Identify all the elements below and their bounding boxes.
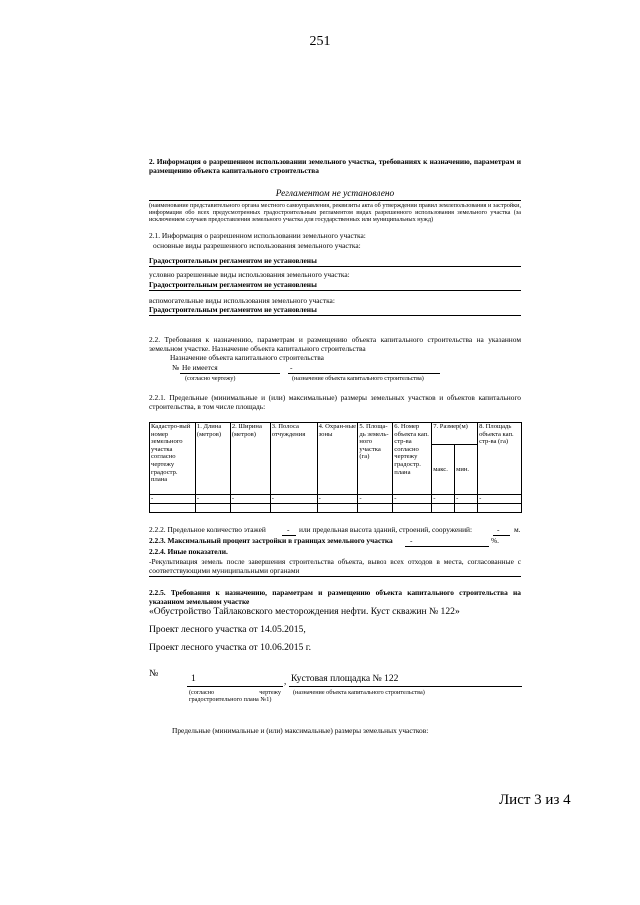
conditional-rule: [149, 290, 521, 291]
building-percent-rule: [405, 546, 489, 547]
section-2-2-2-label: 2.2.2. Предельное количество этажей: [149, 525, 266, 534]
purpose-caption-right: (назначение объекта капитального строительства): [292, 375, 424, 382]
section-2-2-4-rule: [149, 576, 521, 577]
table-cell: -: [150, 495, 196, 504]
auxiliary-value: Градостроительным регламентом не установлены: [149, 305, 317, 314]
header-width: 2. Ширина (метров): [230, 423, 270, 495]
purpose-caption-left: (согласно чертежу): [185, 375, 236, 382]
table-cell: -: [230, 495, 270, 504]
section-2-2-text: 2.2. Требования к назначению, параметрам и размещению объекта капитального строительства на указанном земельном участке. Назначение объекта капитального строительства: [149, 335, 521, 353]
object-no-value: 1: [191, 673, 196, 684]
header-alienation-strip: 3. Полоса отчуждения: [270, 423, 317, 495]
purpose-no-value: Не имеется: [182, 363, 218, 372]
section-2-2-5-heading: 2.2.5. Требования к назначению, параметрам и размещению объекта капитального строительства на указанном земельном участке: [149, 588, 521, 606]
page-number: 251: [309, 34, 331, 49]
header-object-area: 8. Площадь объекта кап. стр-ва (га): [478, 423, 522, 495]
header-length: 1. Длина (метров): [195, 423, 230, 495]
object-purpose-value: Кустовая площадка № 122: [291, 673, 399, 684]
section-2-2-1-text: 2.2.1. Предельные (минимальные и (или) максимальные) размеры земельных участков и объектов капитального строительства, в том числе площадь:: [149, 393, 521, 411]
object-no-label: №: [149, 668, 159, 679]
main-types-label: основные виды разрешенного использования земельного участка:: [153, 241, 361, 250]
table-cell: -: [358, 495, 393, 504]
main-types-rule: [149, 266, 521, 267]
forest-project-2: Проект лесного участка от 10.06.2015 г.: [149, 642, 311, 653]
object-no-rule: [187, 686, 283, 687]
table-cell: -: [270, 495, 317, 504]
table-cell: -: [317, 495, 358, 504]
purpose-dash: -: [290, 363, 293, 372]
table-cell: -: [393, 495, 432, 504]
purpose-label: Назначение объекта капитального строительства: [170, 353, 324, 362]
conditional-value: Градостроительным регламентом не установлены: [149, 280, 317, 289]
table-row-empty: [150, 504, 522, 513]
height-label: или предельная высота зданий, строений, сооружений:: [299, 525, 473, 534]
purpose-no-label: №: [172, 363, 180, 372]
height-unit: м.: [514, 525, 521, 534]
table-cell: -: [478, 495, 522, 504]
forest-project-1: Проект лесного участка от 14.05.2015,: [149, 624, 306, 635]
table-header-row: [150, 423, 522, 445]
limits-table: [149, 422, 522, 513]
building-percent-value: -: [410, 536, 413, 545]
object-purpose-rule: [289, 686, 522, 687]
table-cell: -: [432, 495, 455, 504]
floors-value: -: [287, 525, 290, 534]
section-2-2-4-label: 2.2.4. Иные показатели.: [149, 547, 228, 556]
building-percent-unit: %.: [491, 536, 500, 545]
table-row: [150, 495, 522, 504]
section-2-2-3-label: 2.2.3. Максимальный процент застройки в границах земельного участка: [149, 536, 393, 545]
header-object-number: 6. Номер объекта кап. стр-ва согласно чертежу градостр. плана: [393, 423, 432, 495]
object-comma: ,: [284, 676, 287, 686]
table-cell: -: [455, 495, 478, 504]
height-value: -: [497, 525, 500, 534]
purpose-name-rule: [288, 373, 440, 374]
sheet-counter: Лист 3 из 4: [499, 792, 571, 808]
auxiliary-label: вспомогательные виды использования земельного участка:: [149, 296, 335, 305]
reglament-text: Регламентом не установлено: [275, 189, 395, 199]
main-types-value: Градостроительным регламентом не установлены: [149, 256, 317, 265]
object-name: «Обустройство Тайлаковского месторождения нефти. Куст скважин № 122»: [149, 606, 460, 617]
info-2-1: 2.1. Информация о разрешенном использовании земельного участка:: [149, 231, 366, 240]
header-size: 7. Размер(м): [432, 423, 478, 445]
header-cadastral: Кадастро-вый номер земельного участка согласно чертежу градостр. плана: [150, 423, 196, 495]
object-caption-left: (согласно чертежу градостроительного плана №1): [189, 689, 281, 704]
object-caption-right: (назначение объекта капитального строительства): [293, 689, 425, 696]
auxiliary-rule: [149, 315, 521, 316]
section-2-2-4-text: -Рекультивация земель после завершения строительства объекта, вывоз всех отходов в места, согласованные с соответствующими муниципальными органами: [149, 557, 521, 575]
reglament-underline: [149, 200, 521, 201]
table-cell: -: [195, 495, 230, 504]
header-size-min: мин.: [455, 445, 478, 495]
conditional-label: условно разрешенные виды использования земельного участка:: [149, 270, 350, 279]
limits-label: Предельные (минимальные и (или) максимальные) размеры земельных участков:: [172, 726, 429, 735]
header-size-max: макс.: [432, 445, 455, 495]
purpose-no-rule: [180, 373, 280, 374]
reglament-caption: (наименование представительного органа местного самоуправления, реквизиты акта об утверждении правил землепользования и застройки, информация обо всех предусмотренных градостроительным регламентом видах разрешенного использования земельного участка (за исключением случаев предоставления земельного участка для государственных или муниципальных нужд): [149, 202, 521, 224]
section-2-heading: 2. Информация о разрешенном использовании земельного участка, требованиях к назначению, параметрам и размещению объекта капитального строительства: [149, 157, 521, 175]
header-protection-zones: 4. Охран-ные зоны: [317, 423, 358, 495]
header-plot-area: 5. Площа-дь земель-ного участка (га): [358, 423, 393, 495]
